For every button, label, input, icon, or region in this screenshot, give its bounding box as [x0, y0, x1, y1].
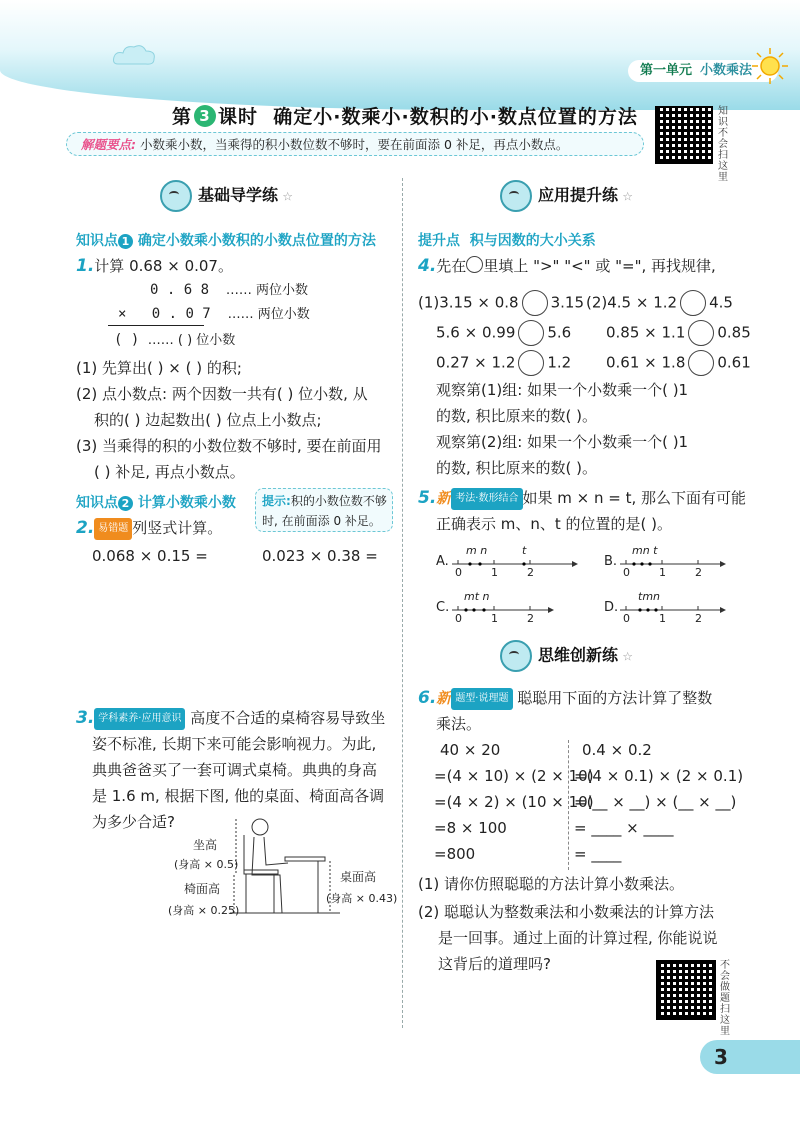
q1-part3b: ( ) 补足, 再点小数点。 [94, 463, 245, 481]
qr-code-bottom[interactable] [656, 960, 716, 1020]
column-divider [402, 178, 403, 1028]
mascot-icon [500, 180, 532, 212]
section-innovate: 思维创新练 ☆ [500, 640, 633, 672]
q4-g1-r1: (1)3.15 × 0.8 3.15 [418, 290, 584, 316]
type-badge: 题型·说理题 [451, 688, 512, 710]
unit-label: 第一单元 [639, 63, 692, 78]
star-icon: ☆ [278, 189, 293, 204]
q4-g1-r2: 5.6 × 0.99 5.6 [436, 320, 571, 346]
qr-code-top[interactable] [655, 106, 713, 164]
sun-icon [750, 46, 790, 86]
mascot-icon [500, 640, 532, 672]
tip-box: 解题要点: 小数乘小数，当乘得的积小数位数不够时，要在前面添 0 补足，再点小数点。 [66, 132, 644, 156]
q6-part2b: 是一回事。通过上面的计算过程, 你能说说 [438, 929, 718, 947]
q6-part2a: (2) 聪聪认为整数乘法和小数乘法的计算方法 [418, 903, 715, 921]
calc-right-1: 0.4 × 0.2 [582, 741, 652, 759]
calc-left-2: =(4 × 10) × (2 × 10) [434, 767, 594, 785]
q4-g2-r3: 0.61 × 1.8 0.61 [606, 350, 751, 376]
calc-right-3[interactable]: =(__ × __) × (__ × __) [574, 793, 737, 811]
compare-blank[interactable] [518, 320, 544, 346]
hint-box: 提示:积的小数位数不够时, 在前面添 0 补足。 [255, 488, 393, 532]
q6-line2: 乘法。 [436, 715, 482, 733]
compare-blank[interactable] [522, 290, 548, 316]
observe-2b: 的数, 积比原来的数( )。 [436, 459, 598, 477]
q1-part3a: (3) 当乘得的积的小数位数不够时, 要在前面用 [76, 437, 382, 455]
q3-line5: 为多少合适? [92, 813, 175, 831]
formula-sit-height: (身高 × 0.5) [174, 858, 239, 871]
vertical-row-1: 0 . 6 8 …… 两位小数 [150, 282, 309, 298]
option-d[interactable]: D. tmn 0 1 2 [604, 594, 754, 634]
lesson-number-badge: 3 [194, 105, 216, 127]
qr-label-top: 知识不会扫这里 [718, 106, 728, 183]
calc-right-2: =(4 × 0.1) × (2 × 0.1) [574, 767, 744, 785]
page-number: 3 [700, 1040, 800, 1074]
star-icon: ☆ [618, 189, 633, 204]
vertical-rule [108, 325, 204, 326]
mascot-icon [160, 180, 192, 212]
label-desk-height: 桌面高 [340, 870, 377, 884]
q1-part1: (1) 先算出( ) × ( ) 的积; [76, 359, 242, 377]
calc-right-5[interactable]: = ____ [574, 845, 622, 863]
calc-left-1: 40 × 20 [440, 741, 501, 759]
calc-right-4[interactable]: = ____ × ____ [574, 819, 674, 837]
q5-line2: 正确表示 m、n、t 的位置的是( )。 [436, 515, 673, 533]
star-icon: ☆ [618, 649, 633, 664]
label-sit-height: 坐高 [193, 838, 218, 852]
option-a[interactable]: A. m n t 0 1 2 [436, 548, 586, 588]
knowledge-point-2: 知识点 2 计算小数乘小数 [76, 495, 236, 511]
formula-chair-height: (身高 × 0.25) [168, 904, 240, 917]
label-chair-height: 椅面高 [184, 882, 221, 896]
vertical-row-3: ( ) …… ( ) 位小数 [114, 332, 236, 348]
topic-label: 小数乘法 [699, 63, 752, 78]
compare-blank[interactable] [688, 350, 714, 376]
q6-part2c: 这背后的道理吗? [438, 955, 551, 973]
q6: 6.新 题型·说理题 聪聪用下面的方法计算了整数 [418, 688, 713, 708]
option-c[interactable]: C. mt n 0 1 2 [436, 594, 586, 634]
observe-1b: 的数, 积比原来的数( )。 [436, 407, 598, 425]
q3-line3: 典典爸爸买了一套可调式桌椅。典典的身高 [92, 761, 378, 779]
q1-part2b: 积的( ) 边起数出( ) 位点上小数点; [94, 411, 322, 429]
title-text: 确定小·数乘小·数积的小·数点位置的方法 [273, 106, 638, 128]
compare-blank[interactable] [518, 350, 544, 376]
page-title: 第 3 课时 确定小·数乘小·数积的小·数点位置的方法 [172, 106, 638, 128]
q2-b: 0.023 × 0.38 = [262, 547, 378, 565]
q3-line4: 是 1.6 m, 根据下图, 他的桌面、椅面高各调 [92, 787, 385, 805]
q4: 4.先在 里填上 ">" "<" 或 "=", 再找规律, [418, 256, 716, 276]
calc-left-5: =800 [434, 845, 476, 863]
q5: 5.新 考法·数形结合 如果 m × n = t, 那么下面有可能 [418, 488, 747, 508]
difficulty-badge: 易错题 [94, 518, 132, 540]
q4-g2-r1: (2)4.5 × 1.2 4.5 [586, 290, 733, 316]
q1: 1.计算 0.68 × 0.07。 [76, 256, 233, 276]
q4-g2-r2: 0.85 × 1.1 0.85 [606, 320, 751, 346]
observe-2a: 观察第(2)组: 如果一个小数乘一个( )1 [436, 433, 689, 451]
desk-chair-figure [230, 815, 340, 920]
section-apply: 应用提升练 ☆ [500, 180, 633, 212]
option-b[interactable]: B. mn t 0 1 2 [604, 548, 754, 588]
q2-a: 0.068 × 0.15 = [92, 547, 208, 565]
qr-label-bottom: 不会做题扫这里 [720, 960, 730, 1037]
q3: 3. 学科素养·应用意识 高度不合适的桌椅容易导致坐 [76, 708, 386, 728]
q3-line2: 姿不标准, 长期下来可能会影响视力。为此, [92, 735, 377, 753]
q1-part2a: (2) 点小数点: 两个因数一共有( ) 位小数, 从 [76, 385, 368, 403]
circle-icon [466, 256, 483, 273]
compare-blank[interactable] [680, 290, 706, 316]
calc-left-4: =8 × 100 [434, 819, 507, 837]
compare-blank[interactable] [688, 320, 714, 346]
method-badge: 考法·数形结合 [451, 488, 522, 510]
q2: 2. 易错题 列竖式计算。 [76, 518, 223, 538]
knowledge-point-1: 知识点 1 确定小数乘小数积的小数点位置的方法 [76, 233, 376, 249]
formula-desk-height: (身高 × 0.43) [326, 892, 398, 905]
vertical-row-2: × 0 . 0 7 …… 两位小数 [118, 306, 310, 322]
section-basic: 基础导学练 ☆ [160, 180, 293, 212]
q6-part1: (1) 请你仿照聪聪的方法计算小数乘法。 [418, 875, 685, 893]
improvement-point: 提升点 积与因数的大小关系 [418, 233, 596, 249]
q4-g1-r3: 0.27 × 1.2 1.2 [436, 350, 571, 376]
calc-left-3: =(4 × 2) × (10 × 10) [434, 793, 594, 811]
literacy-badge: 学科素养·应用意识 [94, 708, 185, 730]
cloud-icon [110, 40, 160, 70]
observe-1a: 观察第(1)组: 如果一个小数乘一个( )1 [436, 381, 689, 399]
